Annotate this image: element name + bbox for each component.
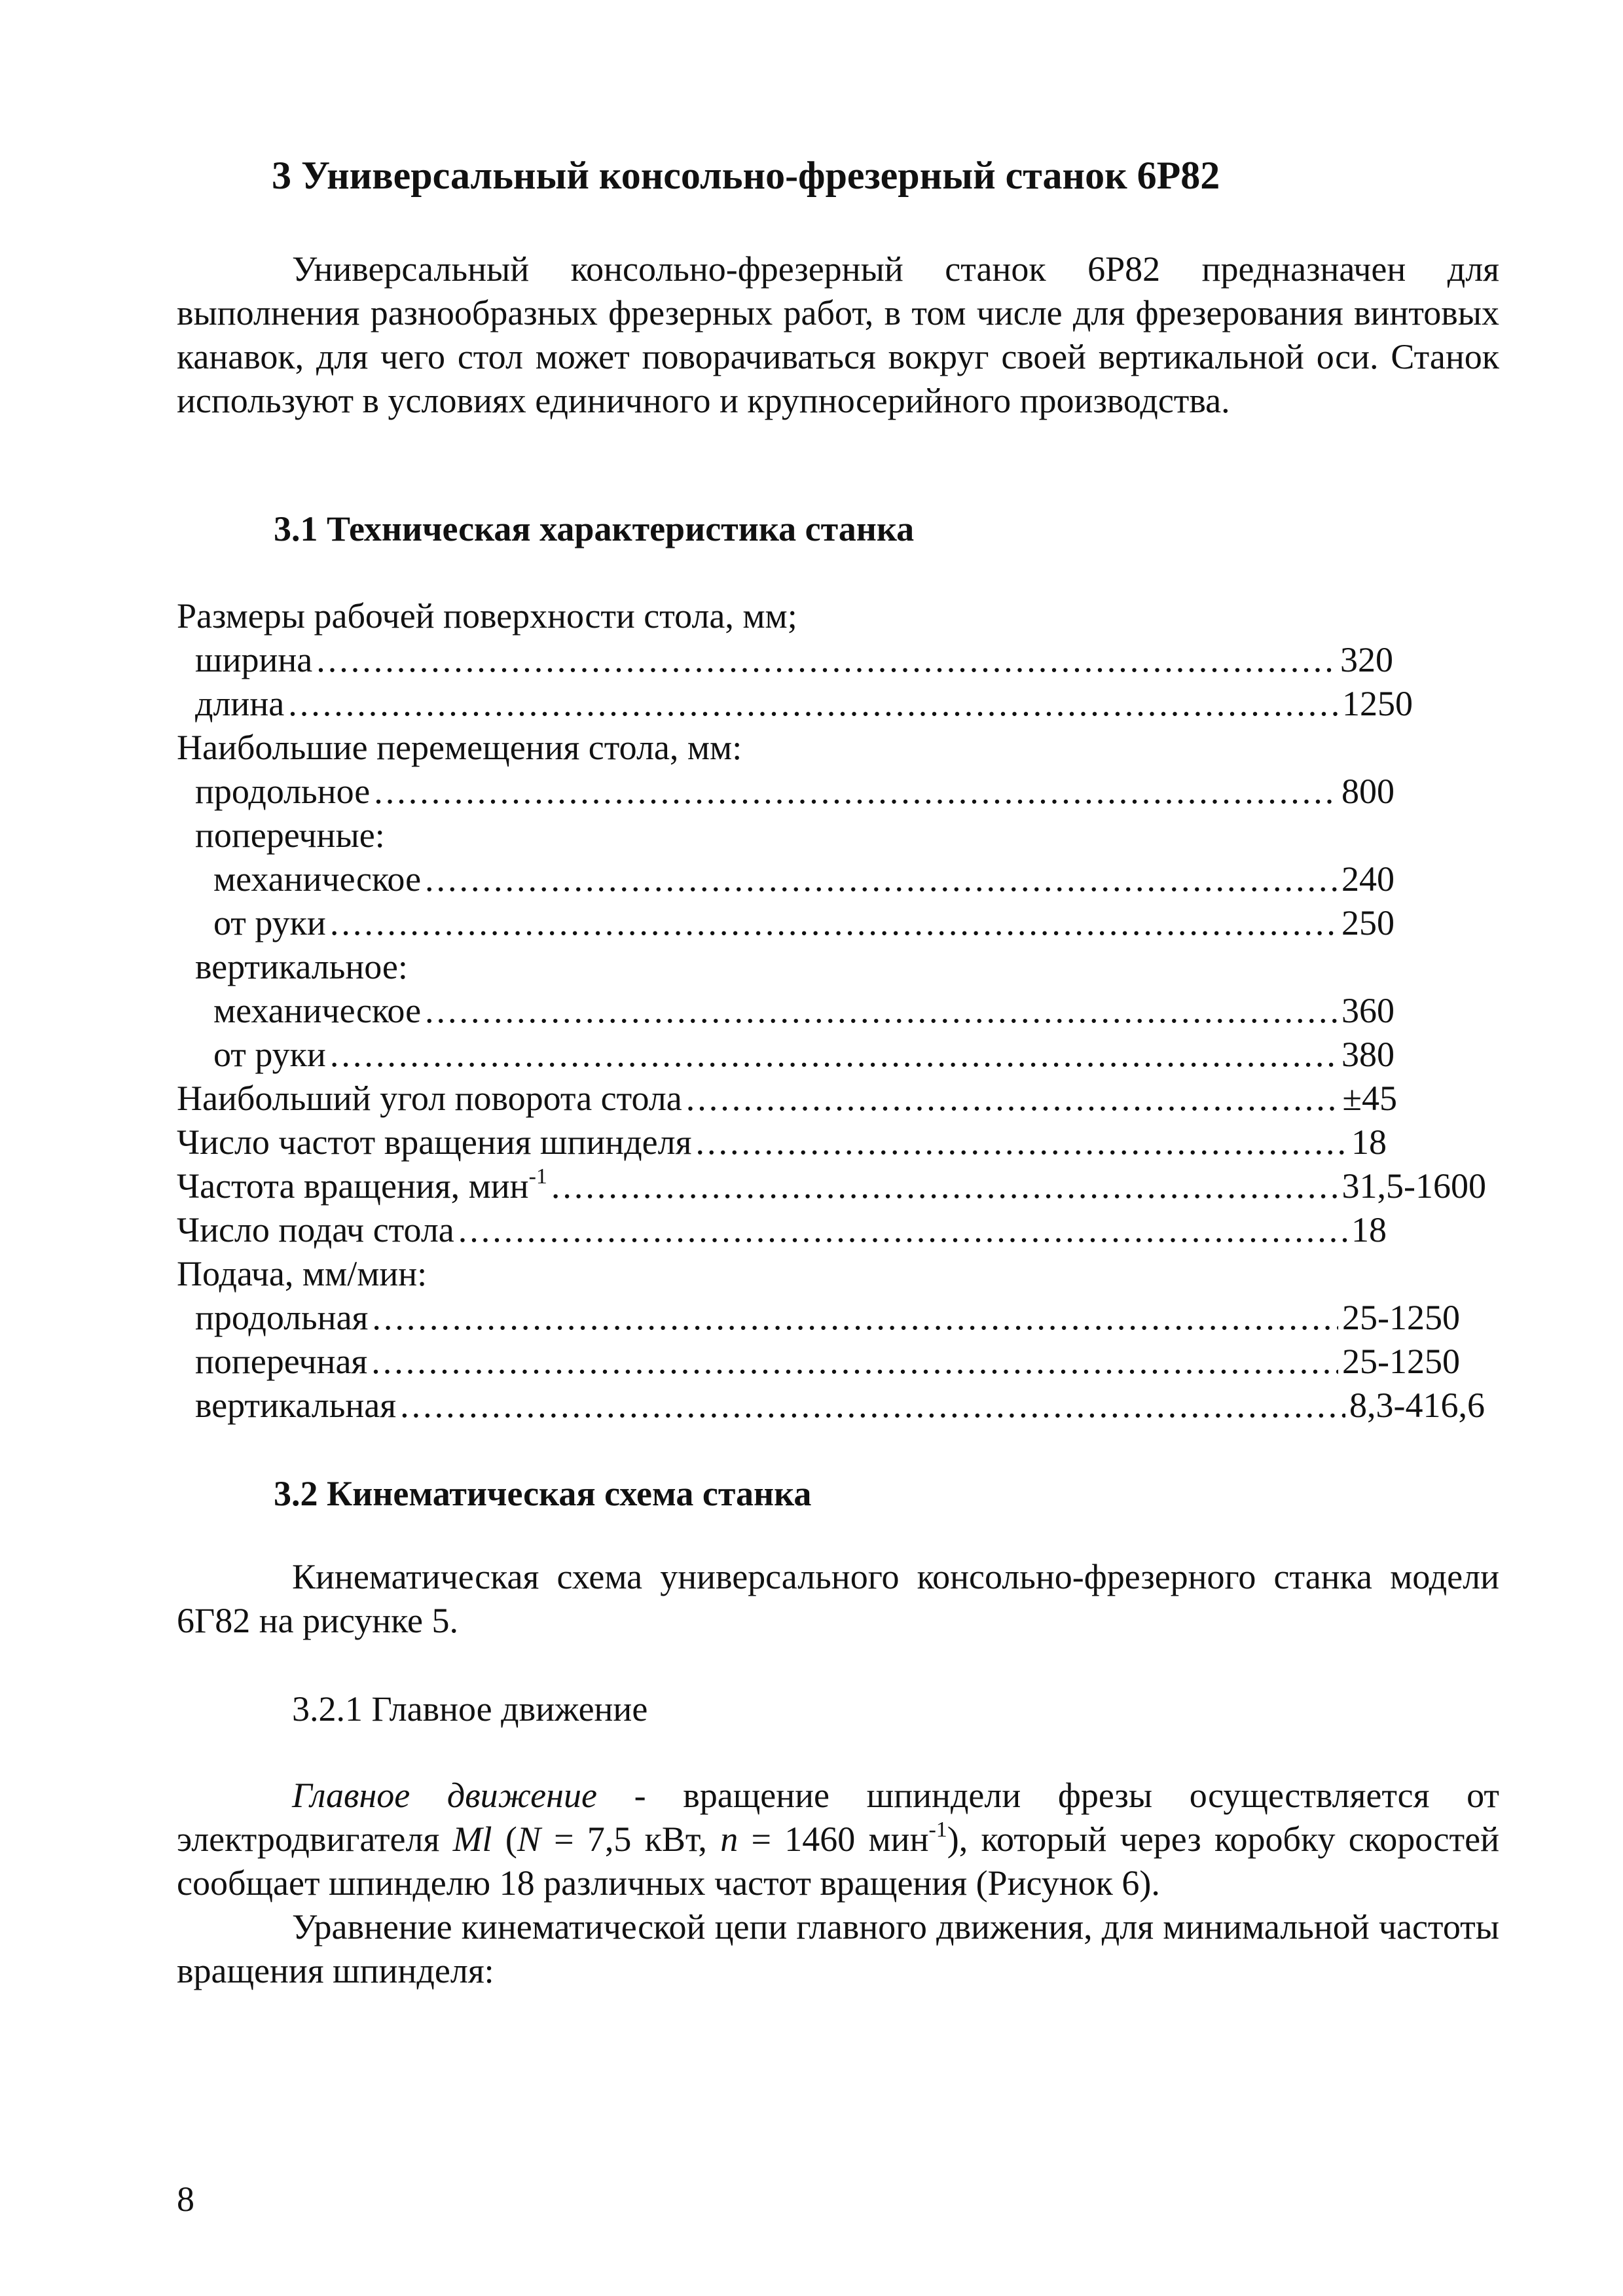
spec-value: 18 [1351,1210,1387,1249]
text-segment: ), который через коробку скоростей сообщает шпинделю 18 различных частот вращения (Рисунок 6). [177,1820,1499,1903]
dot-leader [458,1208,1347,1252]
spec-value: 31,5-1600 [1341,1166,1486,1206]
spec-value: 250 [1341,903,1395,942]
dot-leader [400,1384,1345,1427]
spec-value: ±45 [1342,1079,1397,1118]
section-3-2-1-heading: 3.2.1 Главное движение [292,1689,648,1729]
spec-row-width [195,638,1393,682]
spec-label: поперечная [195,1342,368,1381]
spec-row-feed-vertical [195,1384,1485,1427]
spec-row-vertical-manual [213,1033,1395,1077]
dot-leader [330,901,1338,945]
dot-leader [372,1296,1338,1340]
spec-label: длина [195,684,285,723]
spec-row-longitudinal [195,770,1395,814]
dot-leader [288,682,1338,726]
dot-leader [330,1033,1338,1077]
spec-value: 360 [1341,991,1395,1030]
dot-leader [316,638,1336,682]
spec-row-vertical-mechanical [213,989,1395,1033]
spec-label: от руки [213,903,326,942]
text-segment: = 1460 мин [738,1820,929,1859]
kinematic-equation-paragraph: Уравнение кинематической цепи главного движения, для минимальной частоты вращения шпинделя: [177,1907,1499,1990]
spec-group-cross: поперечные: [195,816,385,855]
dot-leader [371,1340,1338,1384]
spec-value: 240 [1341,859,1395,899]
speed-symbol: n [720,1820,739,1859]
spec-value: 18 [1351,1122,1387,1162]
spec-label: механическое [213,991,422,1030]
superscript-minus-one: -1 [928,1818,947,1842]
intro-paragraph: Универсальный консольно-фрезерный станок 6Р82 предназначен для выполнения разнообразных фрезерных работ, в том числе для фрезерования винтовых канавок, для чего стол может поворачиваться вокруг своей вертикальной оси. Станок используют в условиях единичного и крупносерийного производства. [177,249,1499,420]
dot-leader [686,1077,1339,1121]
spec-value: 380 [1341,1035,1395,1074]
spec-value: 800 [1341,772,1395,811]
spec-label: механическое [213,859,422,899]
text-segment: - вращение шпиндели фрезы осуществляется от электродвигателя [177,1776,1500,1859]
spec-row-feed-cross [195,1340,1460,1384]
spec-label: вертикальная [195,1386,397,1425]
spec-value: 1250 [1342,684,1413,723]
spec-row-spindle-speed [177,1164,1486,1208]
spec-label: от руки [213,1035,326,1074]
section-3-1-heading: 3.1 Техническая характеристика станка [274,509,915,548]
spec-label: продольная [195,1298,369,1337]
dot-leader [695,1121,1347,1164]
spec-row-rotation-angle [177,1077,1397,1121]
dot-leader [551,1164,1338,1208]
spec-label: Число подач стола [177,1210,454,1249]
spec-group-max-travel: Наибольшие перемещения стола, мм: [177,728,742,767]
spec-label-text: Частота вращения, мин [177,1166,529,1206]
section-3-2-paragraph: Кинематическая схема универсального консольно-фрезерного станка модели 6Г82 на рисунке 5. [177,1557,1499,1640]
dot-leader [425,857,1338,901]
dot-leader [374,770,1338,814]
spec-value: 8,3-416,6 [1349,1386,1485,1425]
spec-label: продольное [195,772,371,811]
section-3-2-heading: 3.2 Кинематическая схема станка [274,1474,812,1513]
spec-row-feed-count [177,1208,1387,1252]
text-segment: = 7,5 кВт, [540,1820,721,1859]
spec-row-feed-longitudinal [195,1296,1460,1340]
spec-label: Число частот вращения шпинделя [177,1122,692,1162]
chapter-title: 3 Универсальный консольно-фрезерный станок 6Р82 [272,154,1220,197]
spec-value: 25-1250 [1342,1298,1460,1337]
spec-group-feed: Подача, мм/мин: [177,1254,428,1293]
term-main-motion: Главное движение [292,1776,597,1815]
power-symbol: N [517,1820,541,1859]
spec-row-cross-mechanical [213,857,1395,901]
spec-label: ширина [195,640,313,679]
spec-value: 320 [1340,640,1393,679]
main-motion-paragraph [177,1774,1499,1905]
spec-row-spindle-speed-count [177,1121,1387,1164]
page-number: 8 [177,2179,194,2219]
spec-value: 25-1250 [1342,1342,1460,1381]
dot-leader [425,989,1338,1033]
superscript-minus-one: -1 [528,1164,547,1189]
text-segment: ( [492,1820,517,1859]
spec-label [177,1164,547,1208]
spec-row-cross-manual [213,901,1395,945]
motor-symbol: Ml [452,1820,492,1859]
spec-group-vertical: вертикальное: [195,947,408,986]
spec-row-length [195,682,1413,726]
spec-group-table-size: Размеры рабочей поверхности стола, мм; [177,596,797,636]
spec-label: Наибольший угол поворота стола [177,1079,682,1118]
